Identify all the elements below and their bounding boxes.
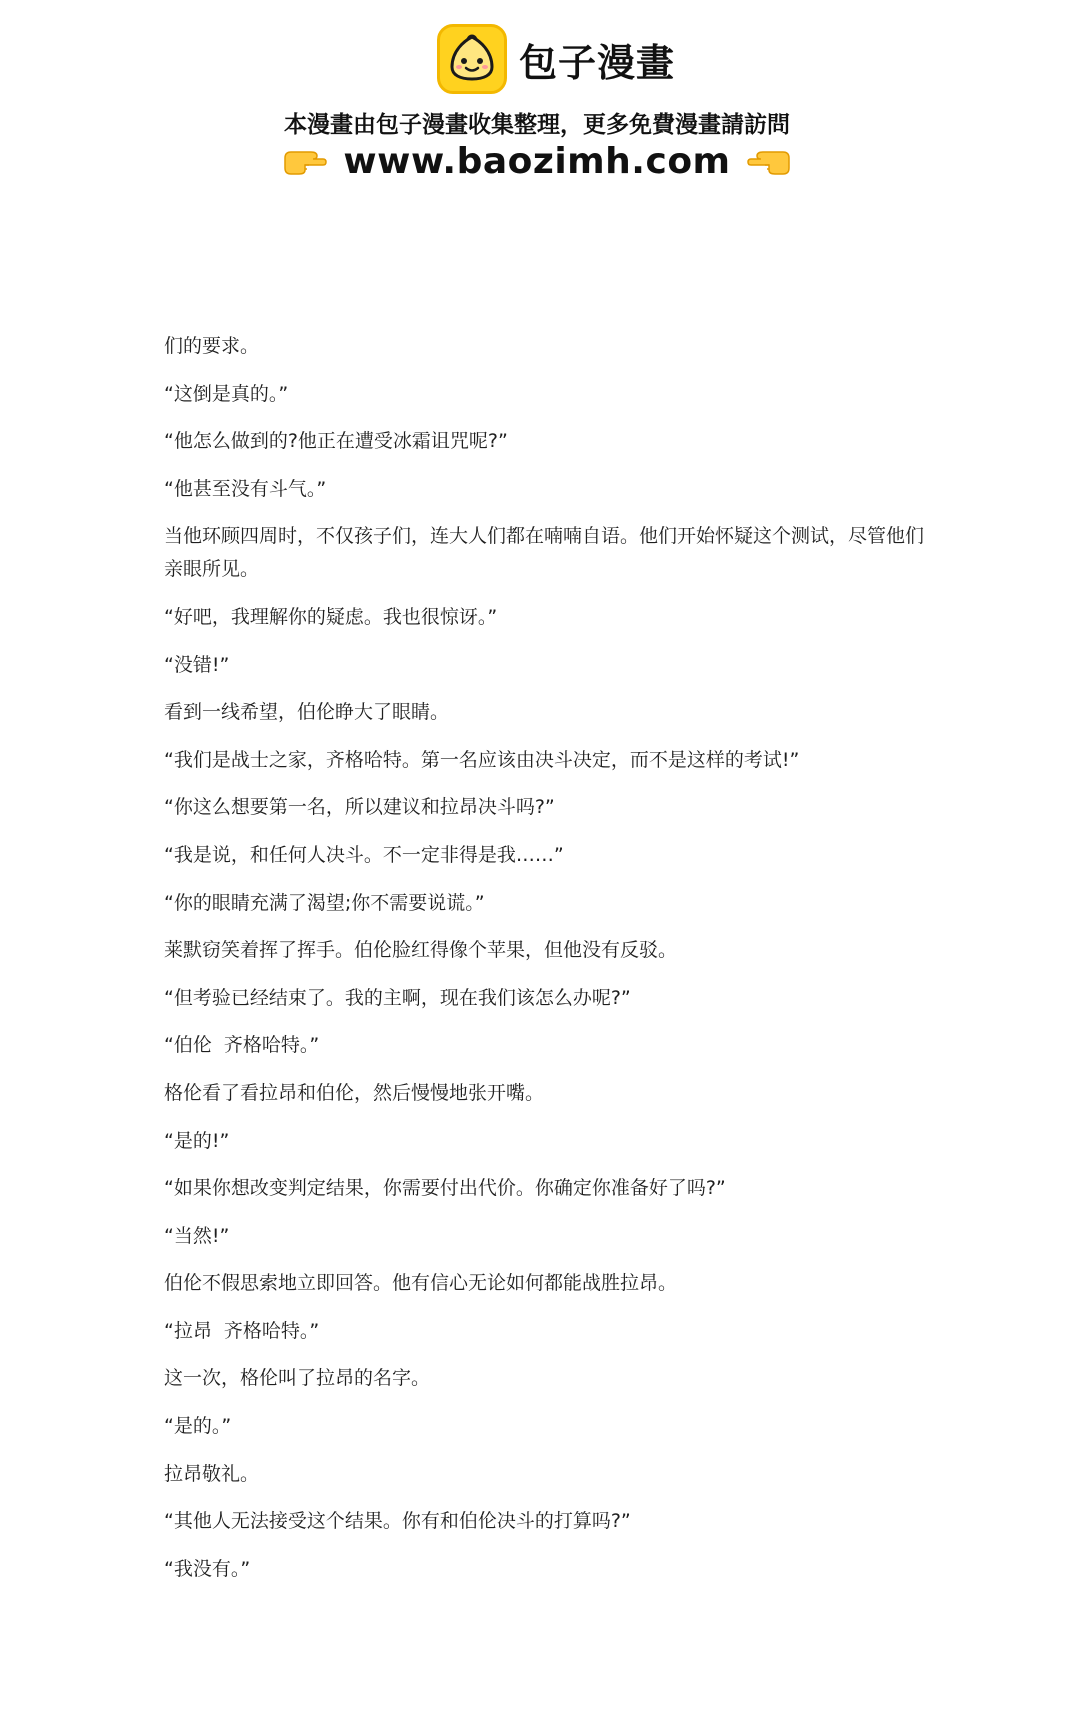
banner-subtitle: 本漫畫由包子漫畫收集整理，更多免費漫畫請訪問 (284, 112, 790, 138)
chapter-text (164, 330, 930, 1600)
paragraph: “是的。” (164, 1415, 232, 1438)
paragraph: “他怎么做到的?他正在遭受冰霜诅咒呢?” (164, 430, 508, 453)
bun-face-icon (437, 24, 507, 94)
paragraph: “伯伦 齐格哈特。” (164, 1034, 320, 1057)
pointing-left-hand-icon (747, 146, 791, 176)
paragraph: “你的眼睛充满了渴望;你不需要说谎。” (164, 891, 485, 914)
paragraph: 格伦看了看拉昂和伯伦，然后慢慢地张开嘴。 (164, 1081, 545, 1104)
paragraph: “他甚至没有斗气。” (164, 477, 327, 500)
paragraph: 拉昂敬礼。 (164, 1462, 260, 1485)
paragraph: 莱默窃笑着挥了挥手。伯伦脸红得像个苹果，但他没有反驳。 (164, 939, 678, 962)
paragraph: “是的!” (164, 1129, 230, 1152)
paragraph: “但考验已经结束了。我的主啊，现在我们该怎么办呢?” (164, 986, 631, 1009)
site-url[interactable]: www.baozimh.com (343, 140, 731, 182)
pointing-right-hand-icon (283, 146, 327, 176)
paragraph: “如果你想改变判定结果，你需要付出代价。你确定你准备好了吗?” (164, 1177, 726, 1200)
paragraph: 这一次，格伦叫了拉昂的名字。 (164, 1367, 431, 1390)
paragraph: “没错!” (164, 653, 230, 676)
site-banner (0, 0, 1074, 200)
paragraph: “我是说，和任何人决斗。不一定非得是我……” (164, 843, 564, 866)
paragraph: 当他环顾四周时，不仅孩子们，连大人们都在喃喃自语。他们开始怀疑这个测试，尽管他们亲眼所见。 (164, 525, 925, 581)
paragraph: 伯伦不假思索地立即回答。他有信心无论如何都能战胜拉昂。 (164, 1272, 678, 1295)
paragraph: 看到一线希望，伯伦睁大了眼睛。 (164, 701, 450, 724)
paragraph: “你这么想要第一名，所以建议和拉昂决斗吗?” (164, 796, 555, 819)
paragraph: “我们是战士之家，齐格哈特。第一名应该由决斗决定，而不是这样的考试!” (164, 748, 800, 771)
paragraph: “拉昂 齐格哈特。” (164, 1319, 320, 1342)
paragraph: “这倒是真的。” (164, 382, 289, 405)
logo-text: 包子漫畫 (519, 40, 676, 85)
paragraph: 们的要求。 (164, 335, 260, 357)
paragraph: “好吧，我理解你的疑虑。我也很惊讶。” (164, 605, 498, 628)
logo[interactable] (437, 24, 675, 94)
paragraph: “当然!” (164, 1224, 230, 1247)
paragraph: “其他人无法接受这个结果。你有和伯伦决斗的打算吗?” (164, 1510, 631, 1533)
paragraph: “我没有。” (164, 1557, 251, 1580)
url-row (0, 138, 1074, 184)
